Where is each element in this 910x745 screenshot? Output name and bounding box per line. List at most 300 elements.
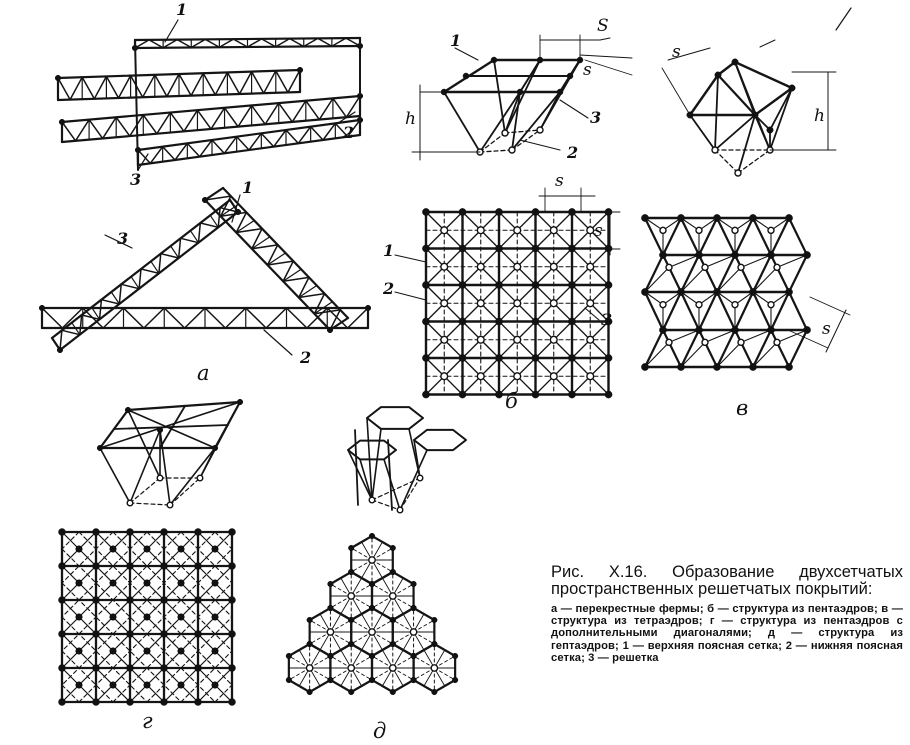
upper-node <box>422 318 429 325</box>
lower-node <box>348 593 354 599</box>
lower-node <box>550 336 557 343</box>
truss-b-diagonal <box>279 103 293 122</box>
leader-line <box>264 330 292 355</box>
truss-b-diagonal <box>157 113 171 134</box>
upper-node <box>495 208 502 215</box>
web-member <box>690 115 715 150</box>
truss-rise-diagonal <box>159 254 161 274</box>
subfig-label-a: а <box>197 361 210 385</box>
truss-floor-diagonal <box>266 308 286 328</box>
lower-node <box>550 373 557 380</box>
upper-node <box>127 631 134 638</box>
upper-node <box>307 641 313 647</box>
upper-node <box>605 281 612 288</box>
truss-a-diagonal <box>264 71 276 93</box>
label-b-s2: s <box>583 60 592 80</box>
lower-node <box>127 500 133 506</box>
upper-grid-line <box>789 292 807 330</box>
upper-node <box>713 214 720 221</box>
upper-grid-line <box>753 255 771 292</box>
label-a2-2: 2 <box>300 348 312 367</box>
upper-node <box>641 214 648 221</box>
upper-grid-line <box>681 330 699 367</box>
center-node <box>110 648 117 655</box>
web-member <box>540 92 560 130</box>
truss-a-diagonal <box>167 74 179 96</box>
truss-b-chord <box>62 96 360 122</box>
upper-node <box>567 73 573 79</box>
lower-node <box>768 227 774 233</box>
upper-node <box>568 281 575 288</box>
upper-grid-line <box>645 330 663 367</box>
upper-node <box>328 677 334 683</box>
web-member <box>717 267 741 292</box>
upper-node <box>212 445 218 451</box>
lower-node <box>390 593 396 599</box>
label-a-3: 3 <box>130 170 142 189</box>
upper-node <box>532 245 539 252</box>
lower-node <box>431 665 437 671</box>
upper-node <box>195 665 202 672</box>
upper-node <box>749 214 756 221</box>
truss-b-diagonal <box>292 101 306 122</box>
truss-a-diagonal <box>203 73 215 95</box>
upper-node <box>328 605 334 611</box>
label-b-s1: S <box>597 16 609 36</box>
pentahedron-unit <box>412 35 632 160</box>
pentahedron-grid-plan <box>395 188 620 398</box>
lower-node <box>441 263 448 270</box>
truss-a-diagonal <box>70 77 82 99</box>
web-member <box>770 88 792 130</box>
upper-node <box>195 631 202 638</box>
lower-node <box>660 302 666 308</box>
truss-top-diagonal <box>205 39 219 47</box>
truss-a-node <box>297 67 303 73</box>
lower-node <box>348 665 354 671</box>
truss-top-diagonal <box>191 39 205 47</box>
truss-a-diagonal <box>227 72 239 94</box>
crossed-trusses-plan <box>39 188 371 355</box>
upper-node <box>195 597 202 604</box>
upper-node <box>390 641 396 647</box>
lower-chord <box>372 500 400 510</box>
lower-node <box>441 300 448 307</box>
label-b-h: h <box>405 109 416 129</box>
truss-top-diagonal <box>276 39 290 47</box>
upper-node <box>785 214 792 221</box>
label-a-2: 2 <box>343 123 355 142</box>
upper-node <box>803 326 810 333</box>
truss-floor-node <box>365 305 371 311</box>
lower-node <box>327 629 333 635</box>
center-node <box>178 648 185 655</box>
center-node <box>144 580 151 587</box>
lower-node <box>774 339 780 345</box>
upper-node <box>767 251 774 258</box>
upper-node <box>422 281 429 288</box>
upper-node <box>749 363 756 370</box>
label-b-2: 2 <box>567 143 579 162</box>
truss-a-diagonal <box>82 77 94 99</box>
truss-a-diagonal <box>58 78 70 100</box>
truss-c-diagonal <box>286 130 298 143</box>
upper-node <box>495 318 502 325</box>
upper-node <box>641 363 648 370</box>
truss-floor-diagonal <box>124 308 144 328</box>
center-node <box>144 682 151 689</box>
lower-node <box>587 300 594 307</box>
web-member <box>717 342 741 367</box>
center-node <box>76 682 83 689</box>
center-node <box>178 682 185 689</box>
lower-node <box>550 227 557 234</box>
web-member <box>645 267 669 292</box>
upper-node <box>422 245 429 252</box>
upper-node <box>390 545 396 551</box>
lower-node <box>477 227 484 234</box>
upper-node <box>195 699 202 706</box>
subfig-label-d: д <box>373 719 387 743</box>
lower-node <box>441 336 448 343</box>
upper-node <box>59 665 66 672</box>
upper-node <box>97 445 103 451</box>
upper-node <box>532 281 539 288</box>
truss-b-diagonal <box>76 120 90 141</box>
lower-node <box>732 302 738 308</box>
lower-node <box>696 227 702 233</box>
lower-node <box>477 263 484 270</box>
upper-grid-line <box>789 330 807 367</box>
center-node <box>110 682 117 689</box>
label-b2-s2: s <box>594 221 603 241</box>
upper-node <box>605 391 612 398</box>
upper-node <box>369 533 375 539</box>
lower-chord <box>480 150 512 152</box>
truss-top-diagonal <box>304 38 318 46</box>
truss-rise-diagonal <box>139 269 141 289</box>
truss-b-diagonal <box>225 108 239 127</box>
lower-chord <box>480 133 505 152</box>
upper-node <box>307 689 313 695</box>
truss-c-diagonal <box>311 127 323 140</box>
upper-node <box>195 563 202 570</box>
upper-node <box>161 563 168 570</box>
upper-node <box>785 288 792 295</box>
upper-node <box>348 569 354 575</box>
lower-node <box>514 227 521 234</box>
label-v-h: h <box>814 106 825 126</box>
upper-node <box>459 318 466 325</box>
upper-node <box>195 529 202 536</box>
tetrahedron-unit <box>662 48 836 176</box>
upper-node <box>161 597 168 604</box>
lower-chord <box>130 503 170 505</box>
upper-node <box>161 699 168 706</box>
upper-node <box>328 653 334 659</box>
upper-hexagon <box>367 407 423 429</box>
upper-node <box>731 251 738 258</box>
truss-floor-diagonal <box>42 308 62 328</box>
upper-node <box>695 326 702 333</box>
upper-node <box>459 354 466 361</box>
center-node <box>212 648 219 655</box>
upper-node <box>422 354 429 361</box>
truss-top-diagonal <box>262 39 276 47</box>
dim-ext <box>662 68 690 115</box>
upper-node <box>237 399 243 405</box>
lower-node <box>735 170 741 176</box>
upper-node <box>713 288 720 295</box>
lower-node <box>390 665 396 671</box>
truss-floor-diagonal <box>246 308 266 328</box>
truss-b-diagonal <box>238 105 252 126</box>
upper-node <box>390 689 396 695</box>
center-node <box>212 580 219 587</box>
upper-node <box>59 563 66 570</box>
truss-b-diagonal <box>62 122 76 141</box>
dim-ext <box>585 60 632 75</box>
lower-node <box>410 629 416 635</box>
lower-node <box>306 665 312 671</box>
upper-grid-line <box>717 330 735 367</box>
lower-node <box>712 147 718 153</box>
heptahedron-grid-plan <box>286 533 458 695</box>
upper-node <box>390 569 396 575</box>
lower-node <box>514 373 521 380</box>
label-b2-2: 2 <box>383 279 395 298</box>
center-node <box>76 614 83 621</box>
web-member <box>444 92 480 152</box>
truss-floor-diagonal <box>205 308 225 328</box>
upper-node <box>432 689 438 695</box>
upper-node <box>93 699 100 706</box>
lower-node <box>702 339 708 345</box>
label-b-3: 3 <box>590 108 602 127</box>
upper-node <box>803 251 810 258</box>
truss-b-diagonal <box>170 113 184 132</box>
upper-node <box>348 641 354 647</box>
center-node <box>76 546 83 553</box>
truss-fall-node <box>327 327 333 333</box>
crossed-trusses-view <box>55 20 363 170</box>
truss-b-diagonal <box>265 103 279 124</box>
upper-node <box>495 245 502 252</box>
truss-b-diagonal <box>197 110 211 129</box>
upper-grid-line <box>717 255 735 292</box>
web-member <box>753 267 777 292</box>
center-node <box>144 614 151 621</box>
upper-node <box>93 631 100 638</box>
truss-a-node <box>55 75 61 81</box>
upper-node <box>752 112 758 118</box>
upper-node <box>605 354 612 361</box>
truss-top-diagonal <box>332 38 346 46</box>
lower-node <box>587 373 594 380</box>
truss-top-diagonal <box>290 39 304 47</box>
upper-node <box>127 665 134 672</box>
upper-node <box>127 529 134 536</box>
upper-node <box>59 631 66 638</box>
upper-node <box>568 245 575 252</box>
web-member <box>170 448 215 505</box>
stray-mark <box>760 40 775 47</box>
leader-line <box>520 140 560 150</box>
heptahedron-unit <box>348 407 466 513</box>
lower-chord <box>715 150 738 173</box>
upper-grid-line <box>645 255 663 292</box>
upper-node <box>422 391 429 398</box>
upper-node <box>568 354 575 361</box>
center-node <box>178 614 185 621</box>
truss-floor-diagonal <box>185 308 205 328</box>
truss-b-diagonal <box>346 96 360 117</box>
upper-node <box>411 605 417 611</box>
truss-b-diagonal <box>89 120 103 139</box>
truss-fall-node <box>202 197 208 203</box>
upper-node <box>422 208 429 215</box>
lower-node <box>738 339 744 345</box>
upper-grid-line <box>681 255 699 292</box>
label-b2-1: 1 <box>383 241 395 260</box>
upper-node <box>369 605 375 611</box>
label-a2-3: 3 <box>117 229 129 248</box>
pentahedron-diagonal-grid-plan <box>59 529 236 706</box>
truss-b-node <box>59 119 65 125</box>
truss-floor-diagonal <box>287 308 307 328</box>
truss-c-diagonal <box>261 133 273 146</box>
lower-node <box>397 507 403 513</box>
upper-node <box>452 653 458 659</box>
lower-node <box>738 264 744 270</box>
truss-b-diagonal <box>306 101 320 120</box>
upper-node <box>161 529 168 536</box>
upper-grid-line <box>753 330 771 367</box>
truss-rise-diagonal <box>218 208 220 228</box>
lower-node <box>369 497 375 503</box>
upper-node <box>715 72 721 78</box>
lower-node <box>441 373 448 380</box>
truss-b-diagonal <box>333 98 347 117</box>
center-node <box>212 614 219 621</box>
label-a-1: 1 <box>176 0 188 19</box>
upper-chord <box>718 75 755 115</box>
label-b-1: 1 <box>450 31 462 50</box>
upper-node <box>411 653 417 659</box>
center-node <box>110 580 117 587</box>
upper-node <box>532 354 539 361</box>
upper-node <box>459 281 466 288</box>
upper-chord <box>690 62 792 115</box>
web-member <box>681 267 705 292</box>
truss-floor-diagonal <box>225 308 245 328</box>
lower-node <box>774 264 780 270</box>
truss-floor-diagonal <box>144 308 164 328</box>
truss-a-diagonal <box>143 75 155 97</box>
upper-node <box>127 563 134 570</box>
truss-top-diagonal <box>219 39 233 47</box>
web-member <box>348 450 372 500</box>
web-member <box>355 430 358 505</box>
upper-node <box>229 665 236 672</box>
label-b2-3: 3 <box>601 310 613 329</box>
truss-a-diagonal <box>240 72 252 94</box>
truss-a-diagonal <box>179 74 191 96</box>
upper-node <box>127 699 134 706</box>
upper-node <box>286 653 292 659</box>
upper-node <box>532 391 539 398</box>
truss-a-diagonal <box>94 76 106 98</box>
subfig-label-g: г <box>142 709 153 733</box>
upper-node <box>369 677 375 683</box>
lower-node <box>514 263 521 270</box>
lower-node <box>587 227 594 234</box>
truss-b-diagonal <box>103 117 117 138</box>
upper-node <box>789 85 795 91</box>
upper-node <box>229 563 236 570</box>
subfig-label-b: б <box>505 389 518 413</box>
caption-title: Рис. X.16. Образование двухсетчатых пространственных решетчатых покрытий: <box>551 563 903 598</box>
upper-hexagon <box>414 430 466 450</box>
caption-body: а — перекрестные фермы; б — структура из пентаэдров; в — структура из тетраэдров; г — структура из пентаэдров с дополнительными диагоналями; д — структура из гептаэдров; 1 — верхняя поясная сетка; 2 — нижняя поясная сетка; 3 — решетка <box>551 603 903 664</box>
center-node <box>76 580 83 587</box>
upper-grid-line <box>789 218 807 255</box>
web-member <box>753 342 777 367</box>
truss-a-diagonal <box>252 72 264 94</box>
upper-node <box>731 326 738 333</box>
leader-line <box>560 100 588 118</box>
lower-node <box>369 629 375 635</box>
dim-ext <box>810 297 850 315</box>
lower-node <box>660 227 666 233</box>
upper-node <box>677 214 684 221</box>
truss-floor-node <box>39 305 45 311</box>
upper-node <box>459 391 466 398</box>
truss-rise-diagonal <box>100 300 102 320</box>
web-member <box>681 342 705 367</box>
upper-node <box>495 281 502 288</box>
center-node <box>178 546 185 553</box>
lower-chord <box>170 478 200 505</box>
upper-node <box>390 617 396 623</box>
upper-node <box>641 288 648 295</box>
upper-node <box>286 677 292 683</box>
lower-node <box>550 300 557 307</box>
upper-node <box>767 127 773 133</box>
lower-node <box>768 302 774 308</box>
figure-caption <box>551 564 903 664</box>
lower-node <box>509 147 515 153</box>
truss-floor-diagonal <box>348 308 368 328</box>
label-v-s: s <box>672 42 681 62</box>
web-member <box>400 450 427 510</box>
center-node <box>110 614 117 621</box>
truss-c-diagonal <box>163 147 175 160</box>
truss-a-diagonal <box>155 75 167 97</box>
upper-node <box>59 699 66 706</box>
upper-node <box>161 665 168 672</box>
upper-node <box>348 689 354 695</box>
dim-line <box>600 38 610 40</box>
lower-node <box>477 300 484 307</box>
truss-b-diagonal <box>143 115 157 134</box>
stray-mark <box>836 8 851 30</box>
truss-floor-diagonal <box>164 308 184 328</box>
web-member <box>100 448 130 503</box>
upper-node <box>125 407 131 413</box>
tetrahedron-grid-plan <box>641 214 850 370</box>
upper-node <box>93 665 100 672</box>
